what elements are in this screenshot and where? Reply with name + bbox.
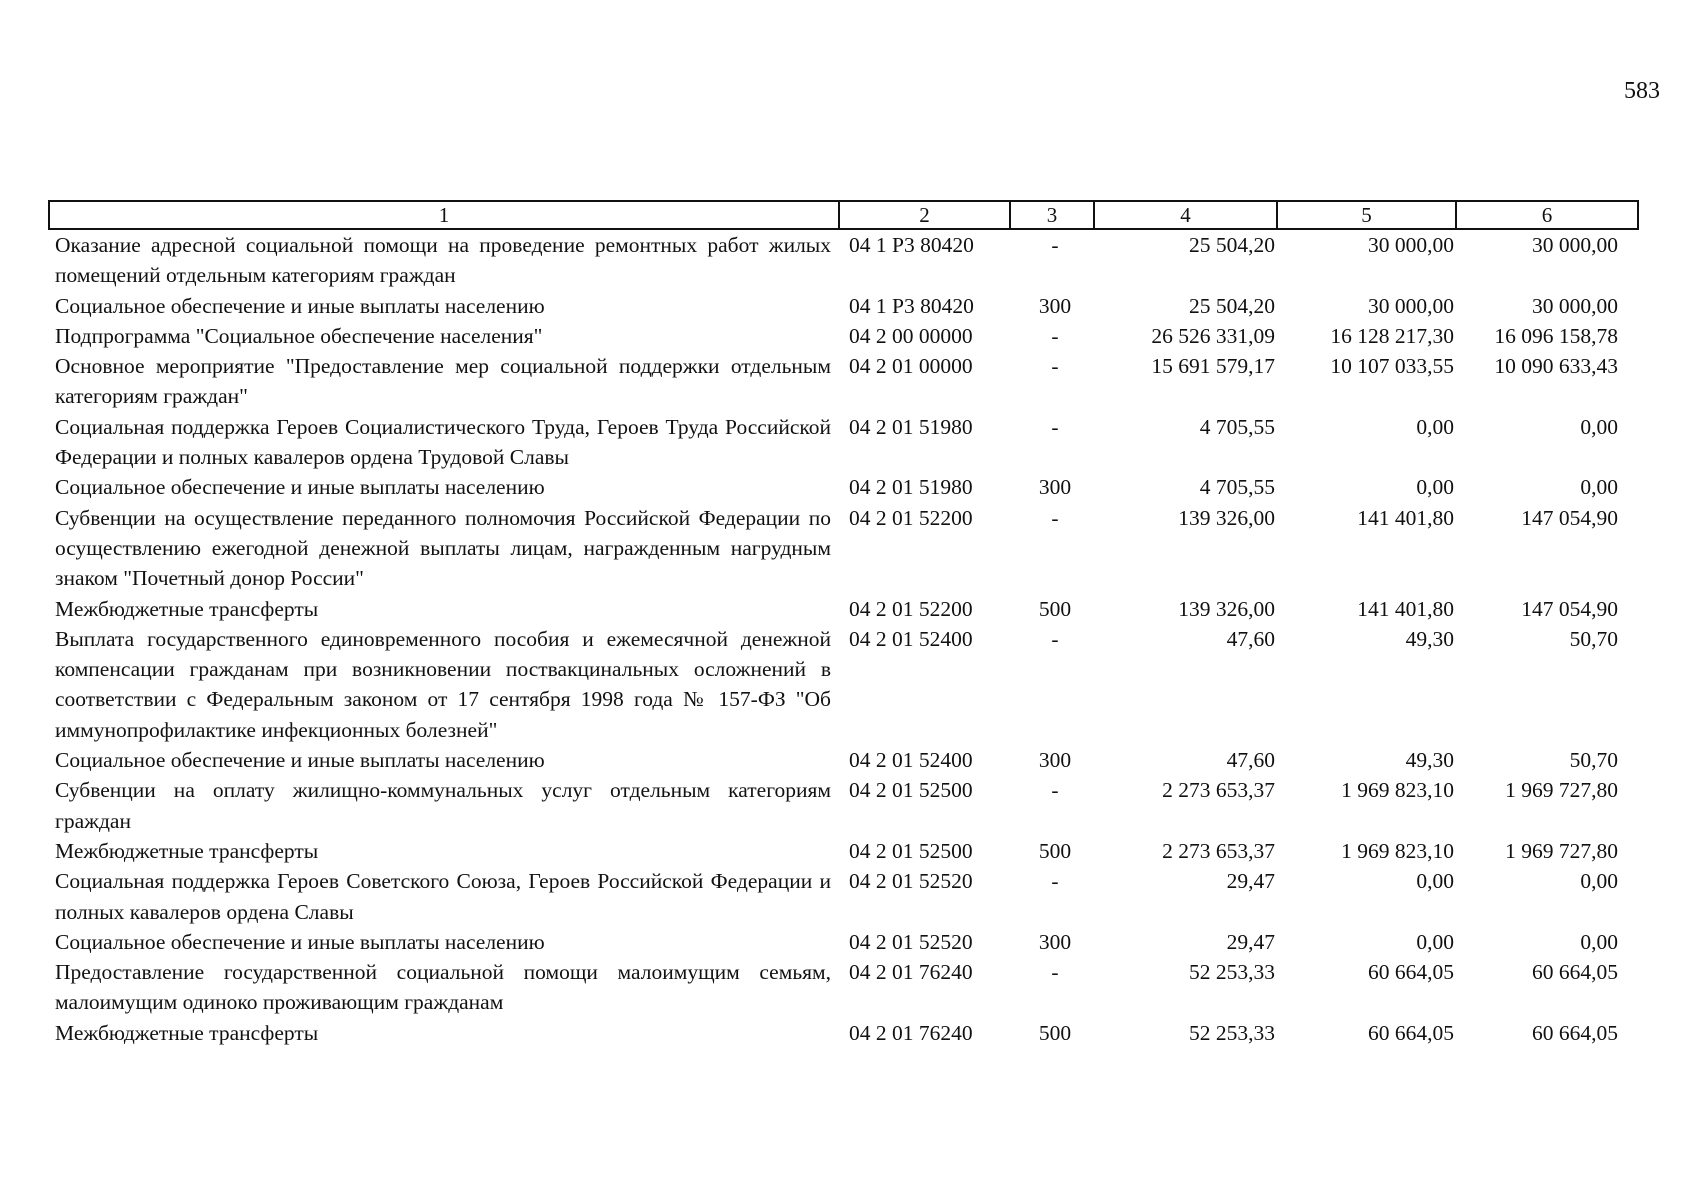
row-amount-col4: 52 253,33	[1189, 960, 1275, 985]
row-amount-col5: 141 401,80	[1357, 505, 1454, 530]
row-code: 04 2 01 51980	[849, 475, 973, 500]
table-row	[49, 957, 1638, 1018]
row-expense-type: -	[1051, 869, 1059, 894]
table-row	[49, 624, 1638, 745]
table-row	[49, 927, 1638, 957]
row-amount-col5: 30 000,00	[1368, 293, 1454, 318]
row-amount-col4: 139 326,00	[1178, 596, 1275, 621]
row-code: 04 2 01 76240	[849, 1020, 973, 1045]
page-number: 583	[1624, 78, 1660, 104]
row-amount-col6: 60 664,05	[1532, 960, 1618, 985]
row-code: 04 1 P3 80420	[849, 233, 974, 257]
row-name: Субвенции на осуществление переданного полномочия Российской Федерации по осуществлению ежегодной денежной выплаты лицам, награжденным нагрудным знаком "Почетный донор России"	[55, 505, 831, 591]
table-header-row	[49, 201, 1638, 229]
row-amount-col6: 50,70	[1569, 748, 1618, 773]
row-expense-type: 500	[1038, 1020, 1072, 1045]
table-row	[49, 229, 1638, 291]
table-row	[49, 775, 1638, 836]
row-code: 04 2 01 51980	[849, 414, 973, 439]
table-row	[49, 745, 1638, 775]
row-amount-col5: 16 128 217,30	[1330, 323, 1454, 348]
table-row	[49, 594, 1638, 624]
row-amount-col4: 47,60	[1226, 626, 1275, 651]
row-amount-col4: 25 504,20	[1189, 233, 1275, 257]
row-code: 04 2 01 52500	[849, 838, 973, 863]
row-amount-col4: 29,47	[1226, 929, 1275, 954]
row-name: Предоставление государственной социальной помощи малоимущим семьям, малоимущим одиноко проживающим гражданам	[55, 960, 831, 1015]
row-expense-type: 300	[1038, 475, 1072, 500]
row-amount-col5: 0,00	[1416, 475, 1454, 500]
row-expense-type: -	[1051, 626, 1059, 651]
table-row	[49, 1018, 1638, 1048]
row-amount-col6: 60 664,05	[1532, 1020, 1618, 1045]
row-name: Субвенции на оплату жилищно-коммунальных услуг отдельным категориям граждан	[55, 778, 831, 833]
row-expense-type: -	[1051, 778, 1059, 803]
row-amount-col6: 147 054,90	[1521, 596, 1618, 621]
row-amount-col6: 0,00	[1580, 475, 1618, 500]
row-expense-type: -	[1051, 414, 1059, 439]
table-row	[49, 472, 1638, 502]
column-header: 4	[1094, 201, 1277, 229]
row-name: Межбюджетные трансферты	[55, 596, 319, 621]
row-expense-type: -	[1051, 354, 1059, 379]
row-amount-col6: 30 000,00	[1532, 293, 1618, 318]
row-amount-col4: 15 691 579,17	[1151, 354, 1275, 379]
row-amount-col5: 0,00	[1416, 869, 1454, 894]
row-amount-col4: 4 705,55	[1199, 475, 1275, 500]
row-name: Выплата государственного единовременного пособия и ежемесячной денежной компенсации гражданам при возникновении поствакцинальных осложнений в соответствии с Федеральным законом от 17 сентября 1998 года № 157-ФЗ "Об иммунопрофилактике инфекционных болезней"	[55, 626, 831, 742]
row-amount-col5: 141 401,80	[1357, 596, 1454, 621]
table-row	[49, 291, 1638, 321]
row-expense-type: 300	[1038, 293, 1072, 318]
row-code: 04 2 01 52200	[849, 596, 973, 621]
row-name: Социальное обеспечение и иные выплаты населению	[55, 929, 545, 954]
row-name: Социальное обеспечение и иные выплаты населению	[55, 748, 545, 773]
row-amount-col4: 47,60	[1226, 748, 1275, 773]
row-amount-col6: 50,70	[1569, 626, 1618, 651]
table-row	[49, 836, 1638, 866]
row-name: Основное мероприятие "Предоставление мер социальной поддержки отдельным категориям граждан"	[55, 354, 831, 409]
row-amount-col5: 60 664,05	[1368, 1020, 1454, 1045]
row-name: Социальное обеспечение и иные выплаты населению	[55, 293, 545, 318]
budget-table	[48, 200, 1639, 1048]
row-amount-col4: 52 253,33	[1189, 1020, 1275, 1045]
row-expense-type: -	[1051, 505, 1059, 530]
row-amount-col4: 29,47	[1226, 869, 1275, 894]
row-amount-col4: 139 326,00	[1178, 505, 1275, 530]
row-amount-col6: 30 000,00	[1532, 233, 1618, 257]
column-header: 1	[49, 201, 839, 229]
row-expense-type: -	[1051, 323, 1059, 348]
row-code: 04 2 01 52520	[849, 869, 973, 894]
row-name: Социальная поддержка Героев Советского Союза, Героев Российской Федерации и полных кавалеров ордена Славы	[55, 869, 831, 924]
row-amount-col5: 49,30	[1405, 748, 1454, 773]
row-code: 04 2 00 00000	[849, 323, 973, 348]
row-expense-type: 500	[1038, 596, 1072, 621]
table-row	[49, 321, 1638, 351]
row-amount-col5: 30 000,00	[1368, 233, 1454, 257]
row-amount-col4: 4 705,55	[1199, 414, 1275, 439]
row-amount-col5: 60 664,05	[1368, 960, 1454, 985]
column-header: 2	[839, 201, 1010, 229]
table-row	[49, 351, 1638, 412]
table-row	[49, 866, 1638, 927]
row-code: 04 2 01 52200	[849, 505, 973, 530]
row-amount-col4: 26 526 331,09	[1151, 323, 1275, 348]
row-expense-type: -	[1051, 960, 1059, 985]
table-body	[49, 229, 1638, 1048]
row-name: Социальное обеспечение и иные выплаты населению	[55, 475, 545, 500]
row-name: Межбюджетные трансферты	[55, 1020, 319, 1045]
row-amount-col5: 1 969 823,10	[1341, 778, 1454, 803]
row-amount-col6: 147 054,90	[1521, 505, 1618, 530]
row-amount-col6: 0,00	[1580, 869, 1618, 894]
row-code: 04 1 P3 80420	[849, 293, 974, 318]
row-code: 04 2 01 52520	[849, 929, 973, 954]
row-amount-col5: 1 969 823,10	[1341, 838, 1454, 863]
row-name: Подпрограмма "Социальное обеспечение населения"	[55, 323, 543, 348]
row-code: 04 2 01 52500	[849, 778, 973, 803]
row-amount-col4: 2 273 653,37	[1162, 838, 1275, 863]
row-name: Межбюджетные трансферты	[55, 838, 319, 863]
row-code: 04 2 01 52400	[849, 626, 973, 651]
row-amount-col5: 49,30	[1405, 626, 1454, 651]
column-header: 5	[1277, 201, 1456, 229]
row-amount-col6: 1 969 727,80	[1505, 838, 1618, 863]
row-amount-col5: 0,00	[1416, 929, 1454, 954]
row-amount-col5: 0,00	[1416, 414, 1454, 439]
row-expense-type: 500	[1038, 838, 1072, 863]
row-code: 04 2 01 52400	[849, 748, 973, 773]
row-expense-type: 300	[1038, 929, 1072, 954]
row-amount-col4: 25 504,20	[1189, 293, 1275, 318]
row-expense-type: -	[1051, 233, 1059, 257]
row-expense-type: 300	[1038, 748, 1072, 773]
row-amount-col6: 0,00	[1580, 414, 1618, 439]
row-amount-col6: 10 090 633,43	[1494, 354, 1618, 379]
row-amount-col5: 10 107 033,55	[1330, 354, 1454, 379]
row-amount-col4: 2 273 653,37	[1162, 778, 1275, 803]
row-name: Оказание адресной социальной помощи на проведение ремонтных работ жилых помещений отдельным категориям граждан	[55, 233, 831, 288]
row-amount-col6: 1 969 727,80	[1505, 778, 1618, 803]
column-header: 3	[1010, 201, 1094, 229]
row-amount-col6: 16 096 158,78	[1494, 323, 1618, 348]
row-code: 04 2 01 76240	[849, 960, 973, 985]
row-name: Социальная поддержка Героев Социалистического Труда, Героев Труда Российской Федерации и полных кавалеров ордена Трудовой Славы	[55, 414, 831, 470]
table-row	[49, 412, 1638, 473]
column-header: 6	[1456, 201, 1638, 229]
row-amount-col6: 0,00	[1580, 929, 1618, 954]
row-code: 04 2 01 00000	[849, 354, 973, 379]
table-row	[49, 503, 1638, 594]
